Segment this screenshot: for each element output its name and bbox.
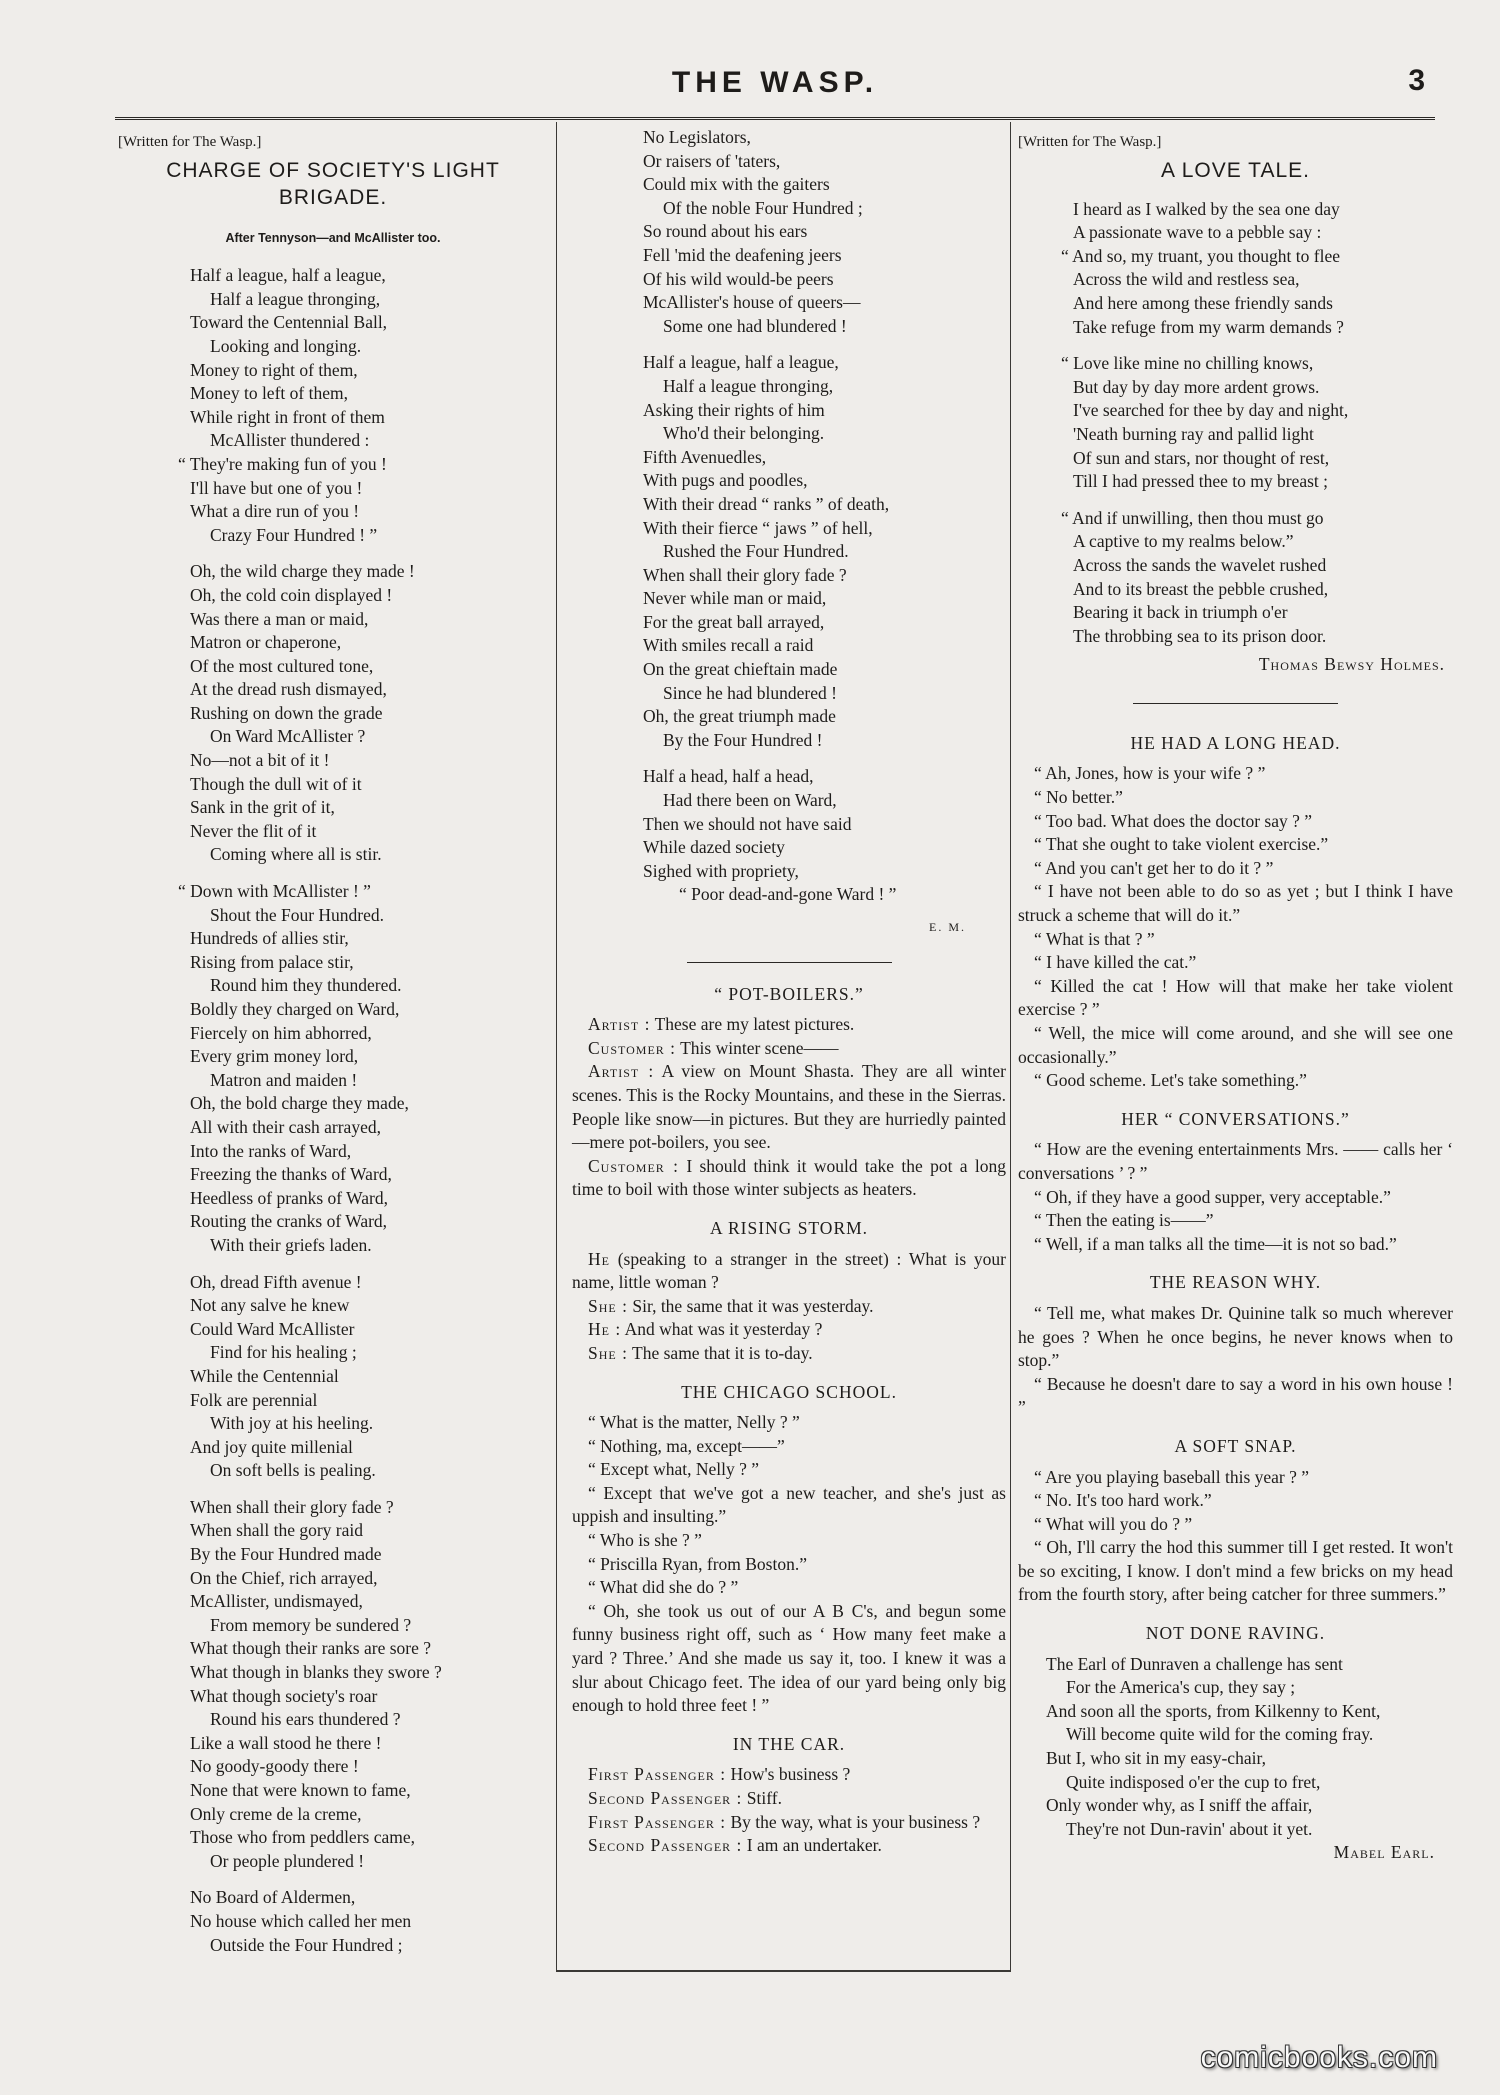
poem-line: Oh, the wild charge they made ! (190, 561, 415, 582)
speaker-label: She : (588, 1342, 628, 1363)
speaker-label: Artist : (588, 1014, 651, 1035)
poem-line: While the Centennial (190, 1365, 339, 1386)
paragraph: “ Priscilla Ryan, from Boston.” (588, 1553, 807, 1574)
dialogue-line (572, 1013, 1006, 1037)
poem-line: Half a league, half a league, (190, 265, 386, 286)
poem-line: Looking and longing. (210, 335, 362, 356)
section-title-chicago-school: THE CHICAGO SCHOOL. (681, 1381, 897, 1402)
poem-line: Like a wall stood he there ! (190, 1732, 382, 1753)
poem-line: None that were known to fame, (190, 1780, 411, 1800)
speaker-label: Artist : (588, 1061, 655, 1082)
dialogue-text: How's business ? (730, 1764, 851, 1785)
poem-line: But day by day more ardent grows. (1073, 376, 1320, 397)
section-divider (1133, 703, 1338, 704)
rising-storm-dialogue (572, 1248, 1006, 1366)
dialogue-line (572, 1155, 1006, 1202)
stanza (1061, 198, 1453, 340)
potboilers-dialogue (572, 1013, 1006, 1202)
poem-line: So round about his ears (643, 221, 808, 242)
poem-line: And here among these friendly sands (1073, 292, 1333, 313)
paragraph: “ Good scheme. Let's take something.” (1034, 1070, 1307, 1091)
stanza (643, 126, 1006, 338)
dialogue-line (572, 1787, 1006, 1811)
paragraph: “ What is that ? ” (1034, 928, 1155, 949)
poem-line: What though their ranks are sore ? (190, 1638, 432, 1659)
paragraph: “ What will you do ? ” (1034, 1513, 1193, 1534)
poem-line: Since he had blundered ! (663, 682, 837, 703)
poem-line: Every grim money lord, (190, 1046, 359, 1067)
poem-line: I've searched for thee by day and night, (1073, 400, 1349, 421)
stanza (643, 765, 1006, 907)
poem-continuation (572, 126, 1006, 907)
poem-line: Quite indisposed o'er the cup to fret, (1066, 1771, 1321, 1792)
poem-line: Was there a man or maid, (190, 608, 369, 629)
paragraph: “ I have killed the cat.” (1034, 952, 1197, 973)
poem-line: No—not a bit of it ! (190, 750, 330, 771)
masthead (115, 62, 1435, 114)
poem-line: When shall their glory fade ? (643, 564, 847, 585)
paragraph: “ That she ought to take violent exercise.” (1034, 834, 1329, 855)
poem-line: Money to left of them, (190, 383, 348, 404)
poem-line: No Legislators, (643, 127, 751, 147)
poem-line: On Ward McAllister ? (210, 726, 366, 747)
poem-line: Across the sands the wavelet rushed (1073, 554, 1327, 575)
dialogue-text: These are my latest pictures. (654, 1014, 855, 1035)
poem-line: The Earl of Dunraven a challenge has sent (1046, 1653, 1343, 1674)
poem-line: Into the ranks of Ward, (190, 1140, 352, 1161)
poem-line: Till I had pressed thee to my breast ; (1073, 471, 1329, 492)
speaker-label: Customer : (588, 1155, 679, 1176)
poem-line: Of sun and stars, nor thought of rest, (1073, 447, 1330, 468)
not-done-raving-poem (1018, 1653, 1453, 1842)
poem-line: While right in front of them (190, 406, 385, 427)
bottom-rule (556, 1970, 1010, 1972)
speaker-label: He : (588, 1319, 622, 1340)
dialogue-line (572, 1295, 1006, 1319)
poem-line: And joy quite millenial (190, 1436, 353, 1457)
poem-line: While dazed society (643, 837, 785, 858)
column-rule-1 (556, 122, 557, 1972)
poem-line: What though society's roar (190, 1685, 378, 1706)
stanza (1061, 507, 1453, 649)
poem-line: Asking their rights of him (643, 399, 825, 420)
poem-line: For the America's cup, they say ; (1066, 1677, 1296, 1698)
dialogue-text: (speaking to a stranger in the street) : What is your name, little woman ? (572, 1248, 1007, 1293)
poem-line: At the dread rush dismayed, (190, 679, 387, 700)
poem-line: No Board of Aldermen, (190, 1887, 356, 1908)
attribution: [Written for The Wasp.] (1018, 134, 1162, 150)
poem-line: Half a league thronging, (663, 375, 834, 396)
poem-line: Freezing the thanks of Ward, (190, 1164, 392, 1185)
poem-line: “ Down with McAllister ! ” (178, 881, 371, 902)
section-title-in-the-car: IN THE CAR. (732, 1733, 846, 1754)
section-title-soft-snap: A SOFT SNAP. (1174, 1435, 1297, 1456)
poem-line: And soon all the sports, from Kilkenny to Kent, (1046, 1700, 1381, 1721)
speaker-label: First Passenger : (588, 1811, 727, 1832)
poem-line: By the Four Hundred made (190, 1544, 382, 1565)
poem-line: With joy at his heeling. (210, 1413, 374, 1434)
poem-line: Of the most cultured tone, (190, 655, 374, 676)
poem-line: With their griefs laden. (210, 1234, 372, 1255)
paragraph: “ No better.” (1034, 787, 1123, 808)
poem-line: When shall their glory fade ? (190, 1496, 394, 1517)
poem-line: A passionate wave to a pebble say : (1073, 222, 1322, 243)
poem-line: On the great chieftain made (643, 659, 838, 680)
paragraph: “ Are you playing baseball this year ? ” (1034, 1466, 1310, 1487)
dialogue-line (572, 1342, 1006, 1366)
poem-line: Oh, the bold charge they made, (190, 1093, 409, 1114)
poem-line: Sank in the grit of it, (190, 797, 335, 818)
dialogue-line (572, 1248, 1006, 1295)
paragraph: “ What did she do ? ” (588, 1577, 739, 1598)
poem-line: Had there been on Ward, (663, 790, 837, 811)
section-title-rising-storm: A RISING STORM. (709, 1217, 869, 1238)
section-title-not-done-raving: NOT DONE RAVING. (1145, 1623, 1326, 1644)
title-line: CHARGE OF SOCIETY'S LIGHT (166, 158, 500, 182)
poem-line: Though the dull wit of it (190, 773, 362, 794)
dialogue-text: By the way, what is your business ? (730, 1811, 981, 1832)
watermark-logo: comicbooks.com (1200, 2041, 1438, 2074)
dialogue-text: And what was it yesterday ? (624, 1319, 823, 1340)
stanza (178, 264, 548, 547)
poem-line: All with their cash arrayed, (190, 1116, 381, 1137)
paragraph: “ How are the evening entertainments Mrs. —— calls her ‘ conversations ’ ? ” (1018, 1139, 1453, 1183)
paragraph: “ Then the eating is——” (1034, 1210, 1214, 1231)
paragraph: “ Oh, I'll carry the hod this summer till I get rested. It won't be so exciting, I know. I don't mind a few bricks on my head from the fourth story, after being catcher for three summers.” (1018, 1537, 1453, 1605)
speaker-label: Second Passenger : (588, 1788, 743, 1808)
poem-line: Of the noble Four Hundred ; (663, 197, 863, 218)
poem-line: Take refuge from my warm demands ? (1073, 316, 1344, 337)
paragraph: “ Nothing, ma, except——” (588, 1435, 785, 1456)
poem-line: Fell 'mid the deafening jeers (643, 244, 842, 265)
dialogue-line (572, 1060, 1006, 1154)
paragraph: “ I have not been able to do so as yet ; but I think I have struck a scheme that will do it.” (1018, 881, 1453, 926)
poem-line: Round him they thundered. (210, 975, 402, 996)
column-1 (118, 126, 548, 1970)
poem-line: Rising from palace stir, (190, 951, 354, 972)
paragraph: “ Ah, Jones, how is your wife ? ” (1034, 763, 1266, 784)
poem-line: Routing the cranks of Ward, (190, 1211, 388, 1232)
poem-line: They're not Dun-ravin' about it yet. (1066, 1818, 1313, 1839)
poem-line: From memory be sundered ? (210, 1614, 412, 1635)
dialogue-text: A view on Mount Shasta. They are all winter scenes. This is the Rocky Mountains, and these in the Sierras. People like snow—in pictures. But they are hurriedly painted—mere pot-boilers, you see. (572, 1061, 1006, 1153)
dialogue-text: I am an undertaker. (746, 1835, 882, 1856)
paragraph: “ No. It's too hard work.” (1034, 1490, 1212, 1511)
poem-line: “ Love like mine no chilling knows, (1061, 353, 1314, 374)
page-number: 3 (1408, 64, 1425, 97)
poem-line: McAllister, undismayed, (190, 1591, 363, 1612)
article-title (118, 157, 548, 211)
paragraph: “ Because he doesn't dare to say a word in his own house ! ” (1018, 1373, 1453, 1418)
article-subtitle: After Tennyson—and McAllister too. (225, 230, 441, 245)
poem-line: 'Neath burning ray and pallid light (1073, 423, 1314, 444)
speaker-label: Second Passenger : (588, 1835, 743, 1856)
paragraph: “ And you can't get her to do it ? ” (1034, 857, 1274, 878)
conversations-text (1018, 1138, 1453, 1256)
poem-line: Half a league, half a league, (643, 352, 839, 373)
long-head-text (1018, 762, 1453, 1092)
poem-line: Fifth Avenuedles, (643, 446, 767, 467)
chicago-school-text (572, 1411, 1006, 1718)
poem-line: Heedless of pranks of Ward, (190, 1187, 389, 1208)
poem-line: Matron and maiden ! (210, 1069, 358, 1090)
poem-line: With their fierce “ jaws ” of hell, (643, 517, 873, 538)
poem-body (118, 264, 548, 1957)
dialogue-line (572, 1811, 1006, 1835)
poem-line: What a dire run of you ! (190, 501, 360, 522)
column-rule-2 (1010, 122, 1011, 1972)
dialogue-line (572, 1318, 1006, 1342)
speaker-label: She : (588, 1295, 628, 1316)
poem-line: McAllister's house of queers— (643, 292, 861, 313)
poem-line: “ They're making fun of you ! (178, 453, 387, 474)
poem-line: Hundreds of allies stir, (190, 928, 349, 949)
poem-line: By the Four Hundred ! (663, 729, 823, 750)
poem-line: On soft bells is pealing. (210, 1460, 376, 1481)
paragraph: “ Tell me, what makes Dr. Quinine talk so much wherever he goes ? When he once begins, he never knows when to stop.” (1018, 1302, 1453, 1371)
paragraph: “ Oh, if they have a good supper, very acceptable.” (1034, 1186, 1391, 1207)
poem-line: No goody-goody there ! (190, 1756, 359, 1777)
poem-line: Some one had blundered ! (663, 315, 847, 336)
paragraph: “ Well, the mice will come around, and she will see one occasionally.” (1018, 1023, 1453, 1067)
poem-line: No house which called her men (190, 1910, 412, 1931)
paragraph: “ Except what, Nelly ? ” (588, 1459, 760, 1480)
love-tale-poem (1018, 198, 1453, 649)
in-the-car-dialogue (572, 1763, 1006, 1857)
poem-line: Who'd their belonging. (663, 423, 825, 444)
poem-line: With smiles recall a raid (643, 635, 814, 656)
poem-line: Bearing it back in triumph o'er (1073, 602, 1288, 623)
paragraph: “ Oh, she took us out of our A B C's, and begun some funny business right off, such as ‘ How many feet make a yard ? Three.’ And she made us say it, too. I knew it was a slur about Chicago feet. The idea of our yard being only big enough to hold three feet ! ” (572, 1600, 1006, 1716)
dialogue-text: Stiff. (746, 1788, 782, 1808)
paragraph: “ Who is she ? ” (588, 1530, 702, 1551)
section-divider (687, 962, 892, 963)
poem-line: On the Chief, rich arrayed, (190, 1567, 378, 1588)
poem-line: The throbbing sea to its prison door. (1073, 625, 1327, 646)
poem-line: With pugs and poodles, (643, 470, 808, 491)
section-title-long-head: HE HAD A LONG HEAD. (1130, 732, 1341, 753)
speaker-label: Customer : (588, 1037, 677, 1058)
stanza (190, 560, 548, 867)
stanza (190, 1886, 548, 1957)
poem-line: Money to right of them, (190, 359, 358, 380)
section-title-potboilers: “ POT-BOILERS.” (714, 983, 864, 1004)
poem-line: Round his ears thundered ? (210, 1709, 401, 1730)
poem-line: Only wonder why, as I sniff the affair, (1046, 1795, 1313, 1816)
poem-line: Never the flit of it (190, 820, 317, 841)
title-line: BRIGADE. (278, 185, 388, 209)
poem-line: Of his wild would-be peers (643, 268, 834, 289)
column-2 (572, 126, 1006, 1858)
poem-line: Oh, the great triumph made (643, 706, 836, 727)
poem-line: With their dread “ ranks ” of death, (643, 493, 890, 514)
stanza (190, 1496, 548, 1874)
poem-line: When shall the gory raid (190, 1520, 364, 1541)
stanza (643, 351, 1006, 752)
poem-line: Coming where all is stir. (210, 844, 382, 865)
poem-line: Across the wild and restless sea, (1073, 269, 1300, 290)
poem-line: Never while man or maid, (643, 588, 827, 609)
poem-line: “ And if unwilling, then thou must go (1061, 507, 1324, 528)
dialogue-text: This winter scene—— (680, 1037, 839, 1058)
poem-line: Then we should not have said (643, 813, 852, 834)
love-tale-title: A LOVE TALE. (1161, 158, 1310, 182)
poem-line: I heard as I walked by the sea one day (1073, 198, 1340, 219)
dialogue-text: I should think it would take the pot a long time to boil with those winter subjects as heaters. (572, 1155, 1006, 1200)
poem-line: Toward the Centennial Ball, (190, 312, 388, 333)
poem-signature: E. M. (929, 920, 966, 934)
poem-line: A captive to my realms below.” (1073, 531, 1294, 552)
poem-line: Half a head, half a head, (643, 766, 814, 787)
reason-why-text (1018, 1302, 1453, 1420)
stanza (178, 880, 548, 1258)
poem-line: Oh, the cold coin displayed ! (190, 584, 393, 605)
poem-line: Shout the Four Hundred. (210, 904, 385, 925)
soft-snap-text (1018, 1466, 1453, 1608)
header-rule (115, 117, 1435, 120)
poem-line: What though in blanks they swore ? (190, 1662, 442, 1683)
paragraph: “ Except that we've got a new teacher, and she's just as uppish and insulting.” (572, 1482, 1006, 1527)
paragraph: “ Well, if a man talks all the time—it is not so bad.” (1034, 1233, 1397, 1254)
dialogue-line (572, 1763, 1006, 1787)
column-3 (1018, 126, 1453, 1865)
paragraph: “ Killed the cat ! How will that make her take violent exercise ? ” (1018, 975, 1453, 1020)
poem-line: And to its breast the pebble crushed, (1073, 578, 1329, 599)
masthead-title: THE WASP. (671, 66, 879, 99)
stanza (190, 1271, 548, 1483)
poem-line: Could Ward McAllister (190, 1318, 355, 1339)
poem-line: Boldly they charged on Ward, (190, 999, 400, 1019)
poem-line: Matron or chaperone, (190, 632, 342, 653)
poem-line: Only creme de la creme, (190, 1803, 362, 1824)
poem-line: For the great ball arrayed, (643, 611, 825, 632)
dialogue-line (572, 1834, 1006, 1858)
poem-line: Those who from peddlers came, (190, 1827, 415, 1848)
section-title-reason-why: THE REASON WHY. (1149, 1272, 1322, 1293)
speaker-label: He (588, 1248, 610, 1269)
poem-line: Rushed the Four Hundred. (663, 541, 849, 562)
stanza (1061, 352, 1453, 494)
poem-line: Find for his healing ; (210, 1342, 357, 1363)
love-tale-signature: Thomas Bewsy Holmes. (1258, 654, 1445, 675)
section-title-conversations: HER “ CONVERSATIONS.” (1121, 1108, 1350, 1129)
attribution: [Written for The Wasp.] (118, 134, 262, 150)
raving-signature: Mabel Earl. (1333, 1842, 1435, 1863)
poem-line: Not any salve he knew (190, 1295, 350, 1316)
dialogue-text: Sir, the same that it was yesterday. (632, 1295, 874, 1316)
poem-line: McAllister thundered : (210, 430, 370, 451)
paragraph: “ Too bad. What does the doctor say ? ” (1034, 810, 1313, 831)
dialogue-text: The same that it is to-day. (632, 1342, 813, 1363)
poem-line: Outside the Four Hundred ; (210, 1934, 403, 1955)
poem-line: Or raisers of 'taters, (643, 150, 781, 171)
poem-line: Oh, dread Fifth avenue ! (190, 1271, 362, 1292)
poem-line: Rushing on down the grade (190, 702, 383, 723)
poem-line: Will become quite wild for the coming fray. (1066, 1724, 1374, 1745)
poem-line: Sighed with propriety, (643, 860, 799, 881)
paragraph: “ What is the matter, Nelly ? ” (588, 1412, 800, 1433)
poem-line: But I, who sit in my easy-chair, (1046, 1748, 1266, 1769)
poem-line: Fiercely on him abhorred, (190, 1022, 372, 1043)
speaker-label: First Passenger : (588, 1764, 727, 1785)
poem-line: Crazy Four Hundred ! ” (210, 524, 378, 545)
poem-line: Folk are perennial (190, 1389, 318, 1410)
poem-line: Could mix with the gaiters (643, 174, 830, 195)
poem-line: “ And so, my truant, you thought to flee (1061, 245, 1340, 266)
poem-line: I'll have but one of you ! (190, 477, 363, 498)
dialogue-line (572, 1037, 1006, 1061)
poem-line: Or people plundered ! (210, 1850, 365, 1871)
poem-line: Half a league thronging, (210, 288, 381, 309)
poem-line: “ Poor dead-and-gone Ward ! ” (679, 884, 897, 905)
